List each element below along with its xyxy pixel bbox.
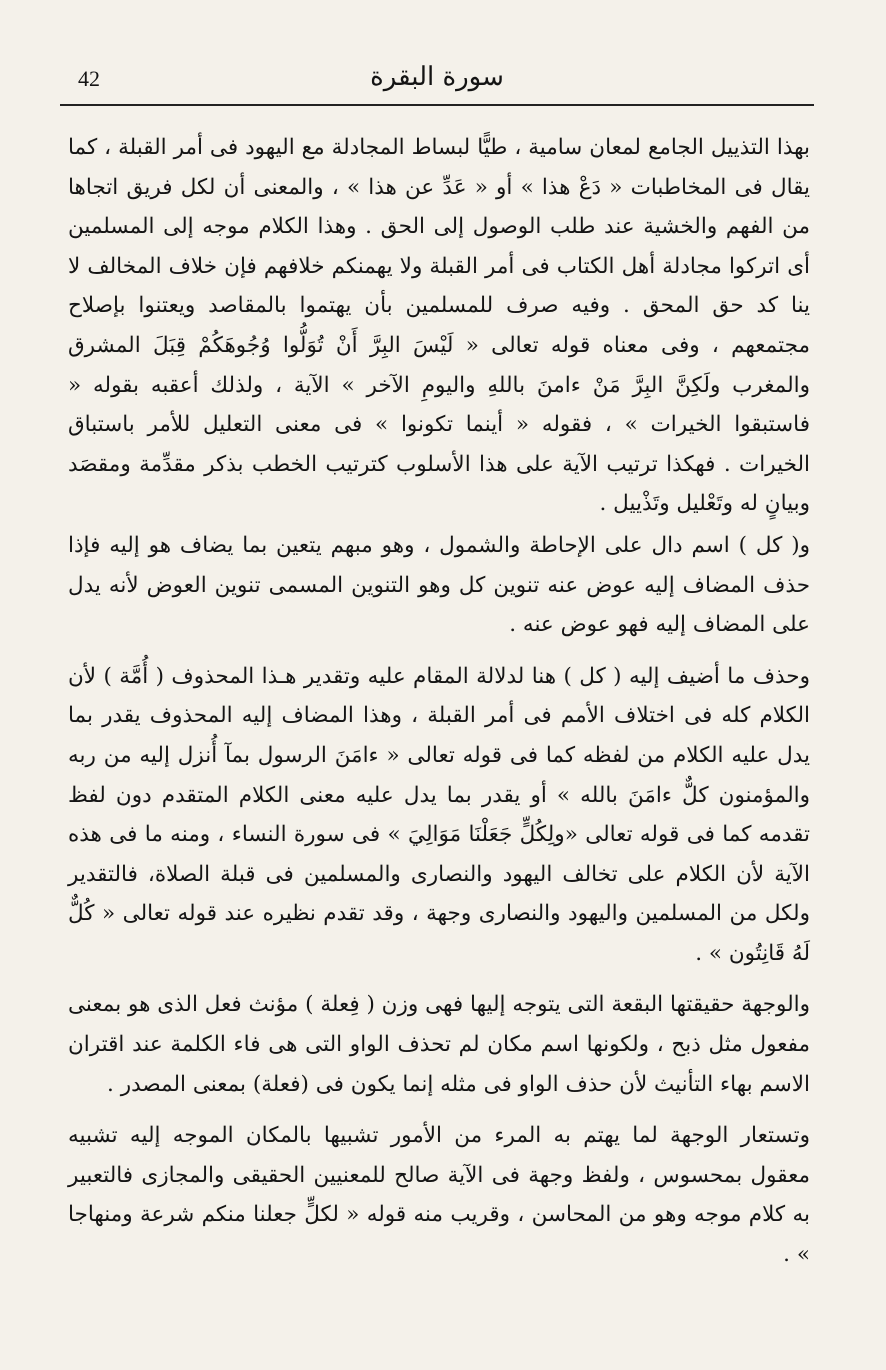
page-number: 42 xyxy=(78,66,100,91)
body-text xyxy=(68,128,810,1287)
surah-title: سورة البقرة xyxy=(370,62,504,92)
running-head xyxy=(60,62,814,102)
header-divider xyxy=(60,104,814,106)
paragraph-2: و( كل ) اسم دال على الإحاطة والشمول ، وهو مبهم يتعين بما يضاف هو إليه فإذا حذف المضاف إليه عوض عنه تنوين كل وهو التنوين المسمى تنوين العوض لأنه يدل على المضاف إليه فهو عوض عنه . xyxy=(68,532,810,638)
paragraph-1: بهذا التذييل الجامع لمعان سامية ، طيًّا لبساط المجادلة مع اليهود فى أمر القبلة ، كما يقال فى المخاطبات « دَعْ هذا » أو « عَدِّ عن هذا » ، والمعنى أن لكل فريق اتجاها من الفهم والخشية عند طلب الوصول إلى الحق . وهذا الكلام موجه إلى المسلمين أى اتركوا مجادلة أهل الكتاب فى أمر القبلة ولا يهمنكم خلافهم فإن خلاف المخالف لا ينا كد حق المحق . وفيه صرف للمسلمين بأن يهتموا بالمقاصد ويعتنوا بإصلاح مجتمعهم ، وفى معناه قوله تعالى « لَيْسَ البِرَّ أَنْ تُوَلُّوا وُجُوهَكُمْ قِبَلَ المشرق والمغرب ولَكِنَّ البِرَّ مَنْ ءامنَ باللهِ واليومِ الآخر » الآية ، ولذلك أعقبه بقوله « فاستبقوا الخيرات » ، فقوله « أينما تكونوا » فى معنى التعليل للأمر باستباق الخيرات . فهكذا ترتيب الآية على هذا الأسلوب كترتيب الخطب بذكر مقدِّمة ومقصَد وبيانٍ له وتَعْليل وتَذْييل . xyxy=(68,135,810,517)
paragraph-3: وحذف ما أضيف إليه ( كل ) هنا لدلالة المقام عليه وتقدير هـذا المحذوف ( أُمَّة ) لأن الكلام كله فى اختلاف الأمم فى أمر القبلة ، وهذا المضاف إليه المحذوف يقدر بما يدل عليه الكلام من لفظه كما فى قوله تعالى « ءامَنَ الرسول بمآ أُنزل إليه من ربه والمؤمنون كلٌّ ءامَنَ بالله » أو يقدر بما يدل عليه معنى الكلام المتقدم دون لفظ تقدمه كما فى قوله تعالى «ولِكُلٍّ جَعَلْنَا مَوَالِيَ » فى سورة النساء ، ومنه ما فى هذه الآية لأن الكلام على تخالف اليهود والنصارى والمسلمين فى قبلة الصلاة، فالتقدير ولكل من المسلمين واليهود والنصارى وجهة ، وقد تقدم نظيره عند قوله تعالى « كُلٌّ لَهُ قَانِتُون » . xyxy=(68,663,810,966)
paragraph-5: وتستعار الوجهة لما يهتم به المرء من الأمور تشبيها بالمكان الموجه إليه تشبيه معقول بمحسوس ، ولفظ وجهة فى الآية صالح للمعنيين الحقيقى والمجازى فالتعبير به كلام موجه وهو من المحاسن ، وقريب منه قوله « لكلٍّ جعلنا منكم شرعة ومنهاجا » . xyxy=(68,1123,810,1268)
paragraph-4: والوجهة حقيقتها البقعة التى يتوجه إليها فهى وزن ( فِعلة ) مؤنث فعل الذى هو بمعنى مفعول مثل ذبح ، ولكونها اسم مكان لم تحذف الواو التى هى فاء الكلمة عند اقتران الاسم بهاء التأنيث لأن حذف الواو فى مثله إنما يكون فى (فعلة) بمعنى المصدر . xyxy=(68,992,810,1097)
